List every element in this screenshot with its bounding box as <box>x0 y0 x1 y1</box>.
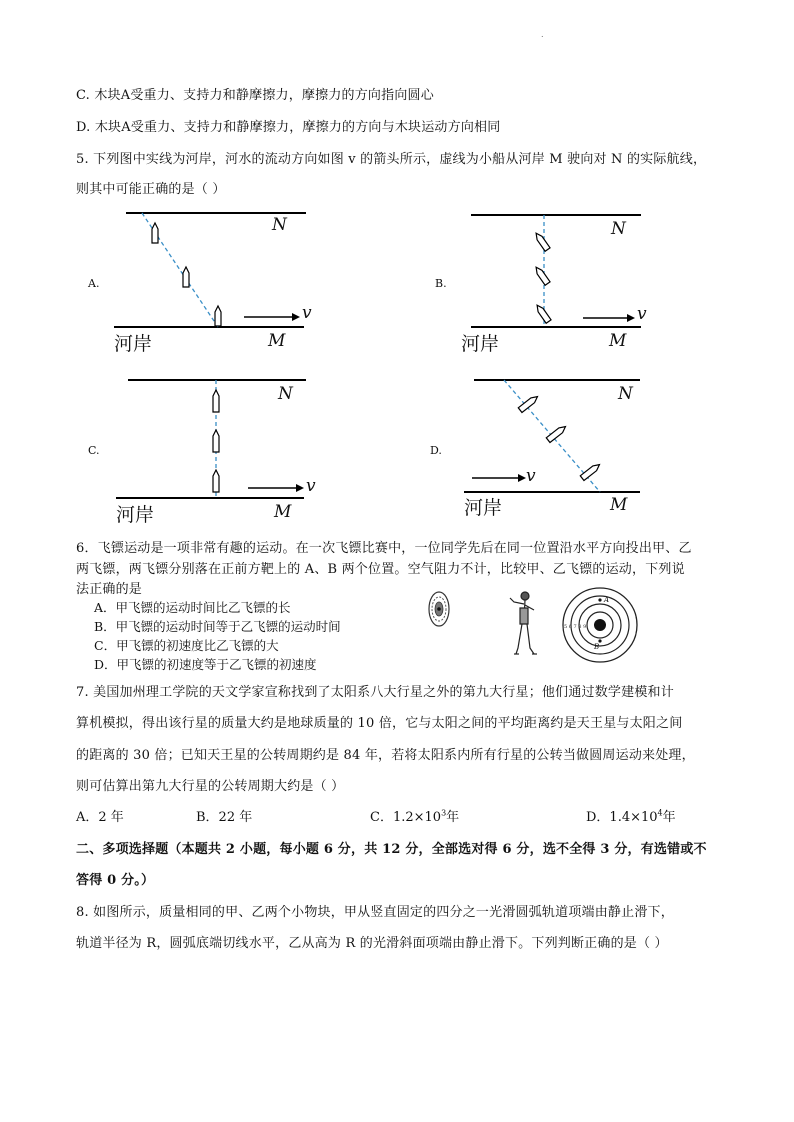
q6-option-c: C．甲飞镖的初速度比乙飞镖的大 <box>94 638 279 653</box>
target-rings <box>563 588 637 662</box>
figure-c-label: C. <box>88 444 100 457</box>
figure-a-v: v <box>302 303 312 323</box>
figure-a-m: M <box>268 331 286 351</box>
figure-a-bank: 河岸 <box>114 333 153 355</box>
figure-a-label: A. <box>88 277 100 290</box>
figure-d-m: M <box>610 495 628 515</box>
svg-text:5 6 7 8 9: 5 6 7 8 9 <box>564 624 587 630</box>
q4-option-c: C. 木块A受重力、支持力和静摩擦力，摩擦力的方向指向圆心 <box>76 88 434 103</box>
figure-d-v: v <box>526 466 536 486</box>
thrower-figure <box>510 592 537 654</box>
figure-c-bank: 河岸 <box>116 504 155 526</box>
q7-option-c: C．$1.2\times 10^3$年 <box>370 808 460 825</box>
q6-stem-line3: 法正确的是 <box>76 582 143 597</box>
q7-option-d: D．$1.4\times 10^4$年 <box>586 808 676 825</box>
figure-b-m: M <box>609 331 627 351</box>
q5-figure-b <box>433 205 663 355</box>
figure-a-n: N <box>272 215 287 235</box>
q7-stem-line1: 7. 美国加州理工学院的天文学家宣称找到了太阳系八大行星之外的第九大行星；他们通过数学建模和计 <box>76 685 674 700</box>
q7-stem-line3: 的距离的 30 倍；已知天王星的公转周期约是 84 年，若将太阳系内所有行星的公转当做圆周运动来处理， <box>76 748 695 763</box>
figure-b-label: B. <box>435 277 447 290</box>
figure-d-bank: 河岸 <box>464 497 503 519</box>
q7-stem-line2: 算机模拟，得出该行星的质量大约是地球质量的 10 倍，它与太阳之间的平均距离约是天王星与太阳之间 <box>76 716 683 731</box>
figure-b-bank: 河岸 <box>461 333 500 355</box>
figure-c-n: N <box>278 384 293 404</box>
q5-stem-line1: 5. 下列图中实线为河岸，河水的流动方向如图 v 的箭头所示，虚线为小船从河岸 M 驶向对 N 的实际航线， <box>76 152 707 167</box>
q5-figure-c <box>86 372 326 527</box>
q6-option-a: A．甲飞镖的运动时间比乙飞镖的长 <box>94 600 291 615</box>
q5-figure-d <box>428 372 658 520</box>
figure-c-v: v <box>306 476 316 496</box>
header-mark: . <box>541 30 544 39</box>
q7-option-b: B．22 年 <box>196 810 253 825</box>
section2-heading-line2: 答得 0 分。） <box>76 873 155 888</box>
q6-option-d: D．甲飞镖的初速度等于乙飞镖的初速度 <box>94 657 317 672</box>
q8-stem-line2: 轨道半径为 R，圆弧底端切线水平，乙从高为 R 的光滑斜面项端由静止滑下。下列判断正确的是（ ） <box>76 936 668 951</box>
q4-option-d: D. 木块A受重力、支持力和静摩擦力，摩擦力的方向与木块运动方向相同 <box>76 120 501 135</box>
figure-c-m: M <box>274 502 292 522</box>
figure-b-n: N <box>611 219 626 239</box>
q6-stem-line2: 两飞镖，两飞镖分别落在正前方靶上的 A、B 两个位置。空气阻力不计，比较甲、乙飞镖的运动，下列说 <box>76 562 685 577</box>
figure-d-label: D. <box>430 444 442 457</box>
q6-option-b: B．甲飞镖的运动时间等于乙飞镖的运动时间 <box>94 619 341 634</box>
q6-figure <box>424 586 660 668</box>
q7-option-a: A．2 年 <box>76 810 124 825</box>
target-label-b: B <box>594 643 600 651</box>
figure-b-v: v <box>637 304 647 324</box>
q6-stem-line1: 6．飞镖运动是一项非常有趣的运动。在一次飞镖比赛中，一位同学先后在同一位置沿水平方向投出甲、乙 <box>76 541 692 556</box>
figure-d-n: N <box>618 384 633 404</box>
target-label-a: A <box>604 596 610 604</box>
q5-stem-line2: 则其中可能正确的是（ ） <box>76 182 226 197</box>
dartboard-icon <box>429 592 449 626</box>
q7-stem-line4: 则可估算出第九大行星的公转周期大约是（ ） <box>76 779 345 794</box>
q8-stem-line1: 8. 如图所示，质量相同的甲、乙两个小物块，甲从竖直固定的四分之一光滑圆弧轨道项端由静止滑下， <box>76 905 674 920</box>
q5-figure-a <box>86 205 326 355</box>
section2-heading-line1: 二、多项选择题（本题共 2 小题，每小题 6 分，共 12 分，全部选对得 6 分，选不全得 3 分，有选错或不 <box>76 842 707 857</box>
